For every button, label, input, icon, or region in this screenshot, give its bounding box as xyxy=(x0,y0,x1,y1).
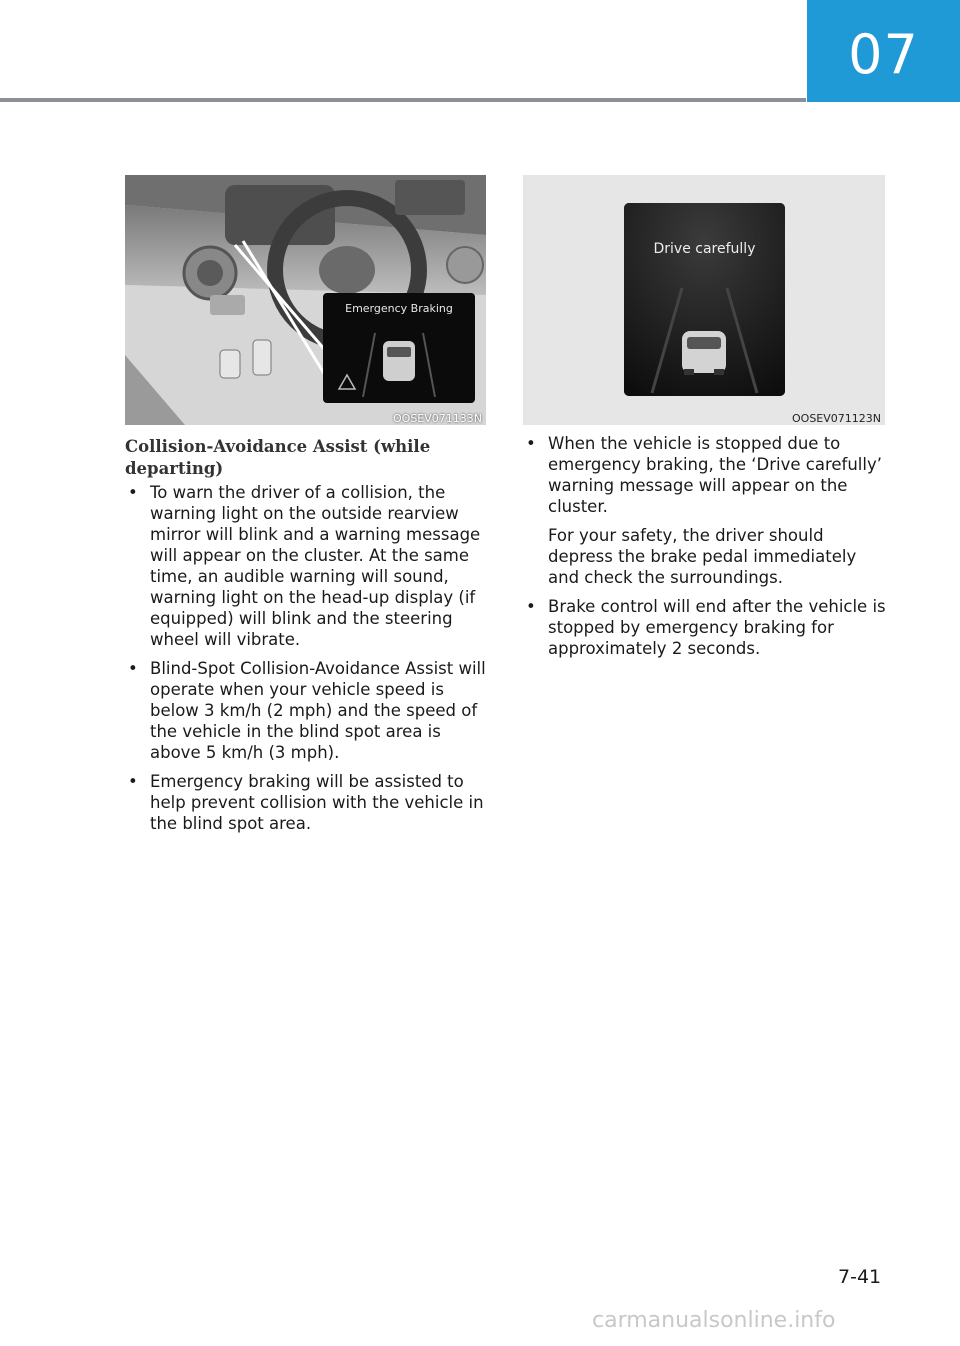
section-heading: Collision-Avoidance Assist (while departing) xyxy=(125,437,431,478)
cluster-title: Emergency Braking xyxy=(345,302,453,315)
figure-code: OOSEV071123N xyxy=(792,412,881,425)
bullet-icon: • xyxy=(128,659,138,678)
list-item-text: Brake control will end after the vehicle is stopped by emergency braking for approximately 2 seconds. xyxy=(548,597,886,658)
cluster-message: Drive carefully xyxy=(653,241,756,257)
cluster-display xyxy=(624,203,785,396)
list-item-text: Blind-Spot Collision-Avoidance Assist will operate when your vehicle speed is below 3 km/h (2 mph) and the speed of the vehicle in the blind spot area is above 5 km/h (3 mph). xyxy=(150,659,486,762)
list-item xyxy=(523,596,888,659)
bullet-icon: • xyxy=(128,772,138,791)
bullet-icon: • xyxy=(128,483,138,502)
lane-graphic xyxy=(624,203,785,396)
list-item-text: When the vehicle is stopped due to emergency braking, the ‘Drive carefully’ warning message will appear on the cluster. xyxy=(548,434,882,516)
list-item xyxy=(125,658,490,763)
list-item xyxy=(523,433,888,588)
left-bullet-list xyxy=(125,482,490,842)
list-item xyxy=(125,482,490,650)
list-item-text: Emergency braking will be assisted to help prevent collision with the vehicle in the blind spot area. xyxy=(150,772,484,833)
watermark: carmanualsonline.info xyxy=(592,1308,836,1333)
list-item-text: To warn the driver of a collision, the warning light on the outside rearview mirror will blink and a warning message will appear on the cluster. At the same time, an audible warning will sound, warning light on the head-up display (if equipped) will blink and the steering wheel will vibrate. xyxy=(150,483,481,649)
chapter-tab xyxy=(807,0,960,102)
bullet-icon: • xyxy=(526,597,536,616)
cluster-graphic xyxy=(323,293,475,403)
cluster-inset xyxy=(323,293,475,403)
right-bullet-list xyxy=(523,433,888,667)
page-number: 7-41 xyxy=(838,1266,882,1288)
chapter-number: 07 xyxy=(848,22,919,86)
figure-code: OOSEV071133N xyxy=(393,412,482,425)
list-item-note: For your safety, the driver should depress the brake pedal immediately and check the surroundings. xyxy=(548,526,857,587)
header-rule xyxy=(0,98,806,102)
interior-illustration xyxy=(125,175,486,425)
cluster-illustration xyxy=(523,175,885,425)
list-item xyxy=(125,771,490,834)
bullet-icon: • xyxy=(526,434,536,453)
